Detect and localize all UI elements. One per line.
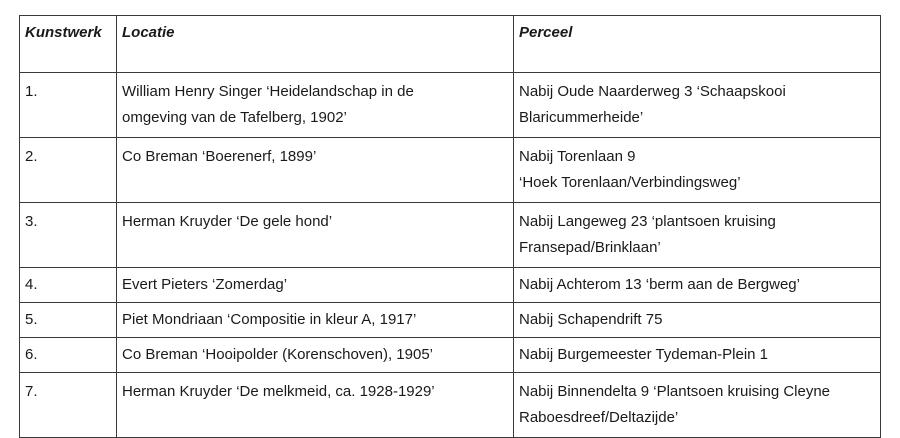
parcel-line: Nabij Binnendelta 9 ‘Plantsoen kruising Cleyne [519, 383, 831, 400]
location-cell [117, 73, 514, 138]
location-line: Piet Mondriaan ‘Compositie in kleur A, 1917’ [122, 311, 417, 328]
parcel-line: Raboesdreef/Deltazijde’ [519, 409, 679, 426]
parcel-cell [514, 373, 881, 438]
parcel-cell [514, 338, 881, 373]
parcel-line: Nabij Achterom 13 ‘berm aan de Bergweg’ [519, 276, 800, 293]
parcel-line: Fransepad/Brinklaan’ [519, 239, 661, 256]
row-number: 4. [20, 268, 117, 303]
parcel-cell [514, 73, 881, 138]
header-kunstwerk: Kunstwerk [20, 16, 117, 73]
parcel-line: Nabij Oude Naarderweg 3 ‘Schaapskooi [519, 83, 786, 100]
row-number: 5. [20, 303, 117, 338]
parcel-line: Nabij Burgemeester Tydeman-Plein 1 [519, 346, 769, 363]
table-row [20, 138, 881, 203]
artwork-table [19, 15, 881, 438]
table-row [20, 268, 881, 303]
parcel-cell [514, 303, 881, 338]
location-cell [117, 138, 514, 203]
location-line: Evert Pieters ‘Zomerdag’ [122, 276, 288, 293]
table-row [20, 73, 881, 138]
location-cell [117, 303, 514, 338]
parcel-line: Nabij Langeweg 23 ‘plantsoen kruising [519, 213, 776, 230]
row-number: 2. [20, 138, 117, 203]
parcel-cell [514, 203, 881, 268]
location-cell [117, 268, 514, 303]
row-number: 3. [20, 203, 117, 268]
parcel-line: ‘Hoek Torenlaan/Verbindingsweg’ [519, 174, 741, 191]
location-line: Co Breman ‘Hooipolder (Korenschoven), 1905’ [122, 346, 434, 363]
location-line: omgeving van de Tafelberg, 1902’ [122, 109, 347, 126]
location-line: Herman Kruyder ‘De melkmeid, ca. 1928-1929’ [122, 383, 435, 400]
location-cell [117, 338, 514, 373]
header-perceel: Perceel [514, 16, 881, 73]
location-cell [117, 373, 514, 438]
table-row [20, 373, 881, 438]
parcel-line: Nabij Schapendrift 75 [519, 311, 663, 328]
parcel-line: Blaricummerheide’ [519, 109, 644, 126]
row-number: 1. [20, 73, 117, 138]
location-line: Co Breman ‘Boerenerf, 1899’ [122, 148, 317, 165]
parcel-cell [514, 268, 881, 303]
parcel-cell [514, 138, 881, 203]
header-locatie: Locatie [117, 16, 514, 73]
table-row [20, 303, 881, 338]
parcel-line: Nabij Torenlaan 9 [519, 148, 636, 165]
row-number: 7. [20, 373, 117, 438]
table-row [20, 338, 881, 373]
table-row [20, 203, 881, 268]
row-number: 6. [20, 338, 117, 373]
table-header-row [20, 16, 881, 73]
location-cell [117, 203, 514, 268]
location-line: William Henry Singer ‘Heidelandschap in de [122, 83, 414, 100]
location-line: Herman Kruyder ‘De gele hond’ [122, 213, 333, 230]
